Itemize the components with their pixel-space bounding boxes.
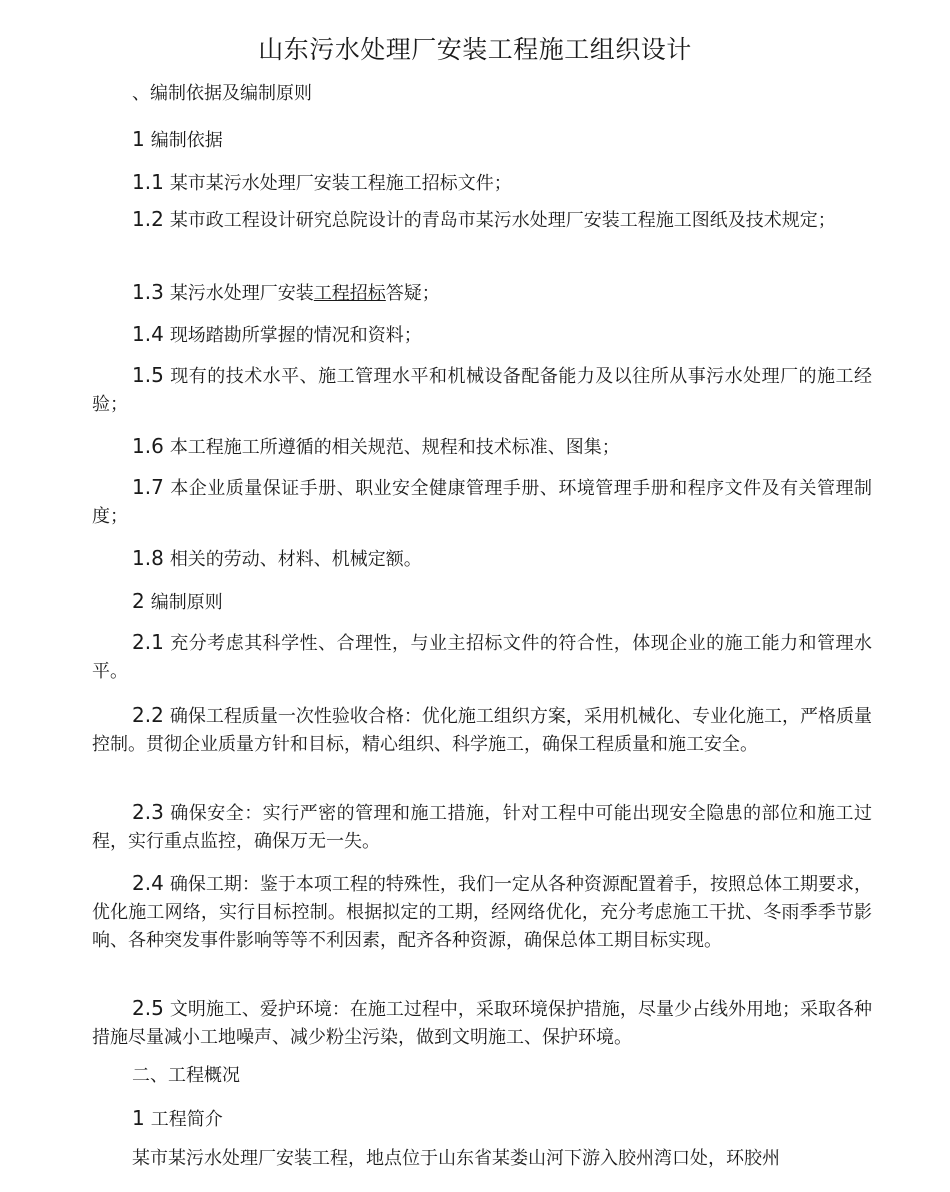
- item-text: 确保工期：鉴于本项工程的特殊性，我们一定从各种资源配置着手，按照总体工期要求，优化施工网络，实行目标控制。根据拟定的工期，经网络优化，充分考虑施工干扰、冬雨季季节影响、各种突发事件影响等等不利因素，配齐各种资源，确保总体工期目标实现。: [92, 874, 872, 951]
- principle-item: [92, 628, 872, 686]
- item-number: 1.6: [132, 434, 164, 458]
- basis-item: [92, 320, 872, 350]
- item-text: 某污水处理厂安装: [169, 283, 314, 304]
- item-text: 答疑；: [385, 283, 440, 304]
- item-text: 现有的技术水平、施工管理水平和机械设备配备能力及以往所从事污水处理厂的施工经验；: [92, 366, 872, 415]
- item-text: 确保安全：实行严密的管理和施工措施，针对工程中可能出现安全隐患的部位和施工过程，实行重点监控，确保万无一失。: [92, 803, 872, 852]
- subheading-text: 编制依据: [150, 130, 223, 151]
- item-text: 本工程施工所遵循的相关规范、规程和技术标准、图集；: [169, 437, 620, 458]
- item-text: 充分考虑其科学性、合理性，与业主招标文件的符合性，体现企业的施工能力和管理水平。: [92, 633, 872, 682]
- item-number: 2.5: [132, 996, 164, 1020]
- basis-item: [92, 473, 872, 531]
- item-number: 2.4: [132, 871, 164, 895]
- principle-item: [92, 994, 872, 1052]
- section-heading-overview: 二、工程概况: [132, 1065, 240, 1086]
- principle-item: [92, 701, 872, 759]
- subheading-number: 1: [132, 127, 145, 151]
- basis-item: [92, 168, 872, 198]
- item-number: 1.3: [132, 280, 164, 304]
- underlined-text: 工程招标: [313, 283, 386, 304]
- subheading-principles: [92, 587, 872, 617]
- principle-item: [92, 798, 872, 856]
- item-text: 确保工程质量一次性验收合格：优化施工组织方案，采用机械化、专业化施工，严格质量控制。贯彻企业质量方针和目标，精心组织、科学施工，确保工程质量和施工安全。: [92, 706, 872, 755]
- subheading-project-intro: [92, 1104, 872, 1134]
- overview-paragraph: 某市某污水处理厂安装工程，地点位于山东省某娄山河下游入胶州湾口处，环胶州: [132, 1148, 780, 1169]
- subheading-number: 2: [132, 589, 145, 613]
- basis-item: [92, 432, 872, 462]
- subheading-text: 编制原则: [150, 592, 223, 613]
- item-text: 现场踏勘所掌握的情况和资料；: [169, 325, 422, 346]
- basis-item: [92, 544, 872, 574]
- item-text: 某市某污水处理厂安装工程施工招标文件；: [169, 173, 512, 194]
- subheading-number: 1: [132, 1106, 145, 1130]
- basis-item: [92, 278, 872, 308]
- item-number: 1.4: [132, 322, 164, 346]
- item-number: 2.1: [132, 630, 164, 654]
- section-heading-compilation: 、编制依据及编制原则: [132, 83, 312, 104]
- item-number: 1.5: [132, 363, 164, 387]
- item-text: 相关的劳动、材料、机械定额。: [169, 549, 422, 570]
- basis-item: [92, 361, 872, 419]
- item-number: 1.1: [132, 170, 164, 194]
- item-text: 本企业质量保证手册、职业安全健康管理手册、环境管理手册和程序文件及有关管理制度；: [92, 478, 872, 527]
- principle-item: [92, 869, 872, 955]
- basis-item: [92, 205, 872, 235]
- subheading-text: 工程简介: [150, 1109, 223, 1130]
- item-number: 1.2: [132, 207, 164, 231]
- item-number: 2.2: [132, 703, 164, 727]
- item-number: 1.7: [132, 475, 164, 499]
- document-title: 山东污水处理厂安装工程施工组织设计: [258, 35, 692, 64]
- item-number: 1.8: [132, 546, 164, 570]
- item-text: 文明施工、爱护环境：在施工过程中，采取环境保护措施，尽量少占线外用地；采取各种措施尽量减小工地噪声、减少粉尘污染，做到文明施工、保护环境。: [92, 999, 872, 1048]
- item-text: 某市政工程设计研究总院设计的青岛市某污水处理厂安装工程施工图纸及技术规定；: [169, 210, 836, 231]
- subheading-basis: [92, 125, 872, 155]
- item-number: 2.3: [132, 800, 164, 824]
